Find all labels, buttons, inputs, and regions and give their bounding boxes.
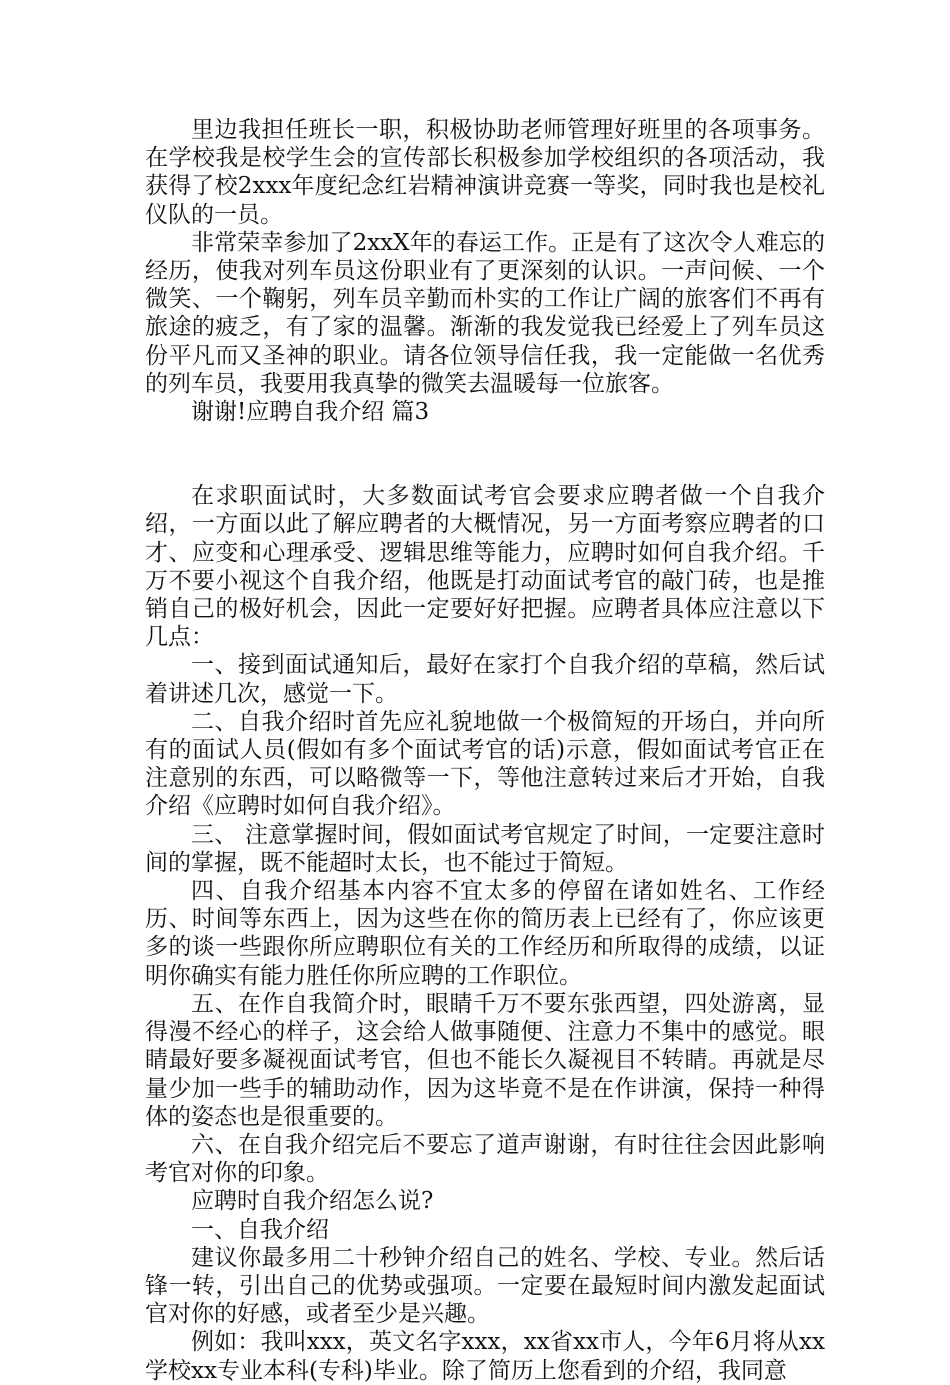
- subheading: 一、自我介绍: [191, 1216, 329, 1243]
- paragraph: 六、在自我介绍完后不要忘了道声谢谢，有时往往会因此影响考官对你的印象。: [145, 1131, 825, 1187]
- subheading: 应聘时自我介绍怎么说?: [191, 1188, 434, 1215]
- paragraph: 建议你最多用二十秒钟介绍自己的姓名、学校、专业。然后话锋一转，引出自己的优势或强项。一定要在最短时间内激发起面试官对你的好感，或者至少是兴趣。: [145, 1244, 825, 1328]
- paragraph: 在求职面试时，大多数面试考官会要求应聘者做一个自我介绍，一方面以此了解应聘者的大概情况，另一方面考察应聘者的口才、应变和心理承受、逻辑思维等能力，应聘时如何自我介绍。千万不要小视这个自我介绍，他既是打动面试考官的敲门砖，也是推销自己的极好机会，因此一定要好好把握。应聘者具体应注意以下几点：: [145, 483, 825, 651]
- section-heading: 谢谢!应聘自我介绍 篇3: [191, 399, 430, 426]
- paragraph: 二、自我介绍时首先应礼貌地做一个极简短的开场白，并向所有的面试人员(假如有多个面试考官的话)示意，假如面试考官正在注意别的东西，可以略微等一下，等他注意转过来后才开始，自我介绍《应聘时如何自我介绍》。: [145, 708, 825, 820]
- blank-gap: [145, 426, 825, 482]
- paragraph: 例如：我叫xxx，英文名字xxx，xx省xx市人，今年6月将从xx学校xx专业本科(专科)毕业。除了简历上您看到的介绍，我同意: [145, 1329, 825, 1384]
- paragraph: 非常荣幸参加了2xxX年的春运工作。正是有了这次令人难忘的经历，使我对列车员这份职业有了更深刻的认识。一声问候、一个微笑、一个鞠躬，列车员辛勤而朴实的工作让广阔的旅客们不再有旅途的疲乏，有了家的温馨。渐渐的我发觉我已经爱上了列车员这份平凡而又圣神的职业。请各位领导信任我，我一定能做一名优秀的列车员，我要用我真挚的微笑去温暖每一位旅客。: [145, 229, 825, 397]
- paragraph: 里边我担任班长一职，积极协助老师管理好班里的各项事务。在学校我是校学生会的宣传部长积极参加学校组织的各项活动，我获得了校2xxx年度纪念红岩精神演讲竞赛一等奖，同时我也是校礼仪队的一员。: [145, 117, 825, 228]
- document-page: [145, 116, 825, 1385]
- paragraph: 三、 注意掌握时间，假如面试考官规定了时间，一定要注意时间的掌握，既不能超时太长，也不能过于简短。: [145, 821, 825, 876]
- paragraph: 五、在作自我简介时，眼睛千万不要东张西望，四处游离，显得漫不经心的样子，这会给人做事随便、注意力不集中的感觉。眼睛最好要多凝视面试考官，但也不能长久凝视目不转睛。再就是尽量少加一些手的辅助动作，因为这毕竟不是在作讲演，保持一种得体的姿态也是很重要的。: [145, 990, 825, 1130]
- paragraph: 一、接到面试通知后，最好在家打个自我介绍的草稿，然后试着讲述几次，感觉一下。: [145, 652, 825, 707]
- paragraph: 四、自我介绍基本内容不宜太多的停留在诸如姓名、工作经历、时间等东西上，因为这些在你的简历表上已经有了，你应该更多的谈一些跟你所应聘职位有关的工作经历和所取得的成绩，以证明你确实有能力胜任你所应聘的工作职位。: [145, 878, 825, 989]
